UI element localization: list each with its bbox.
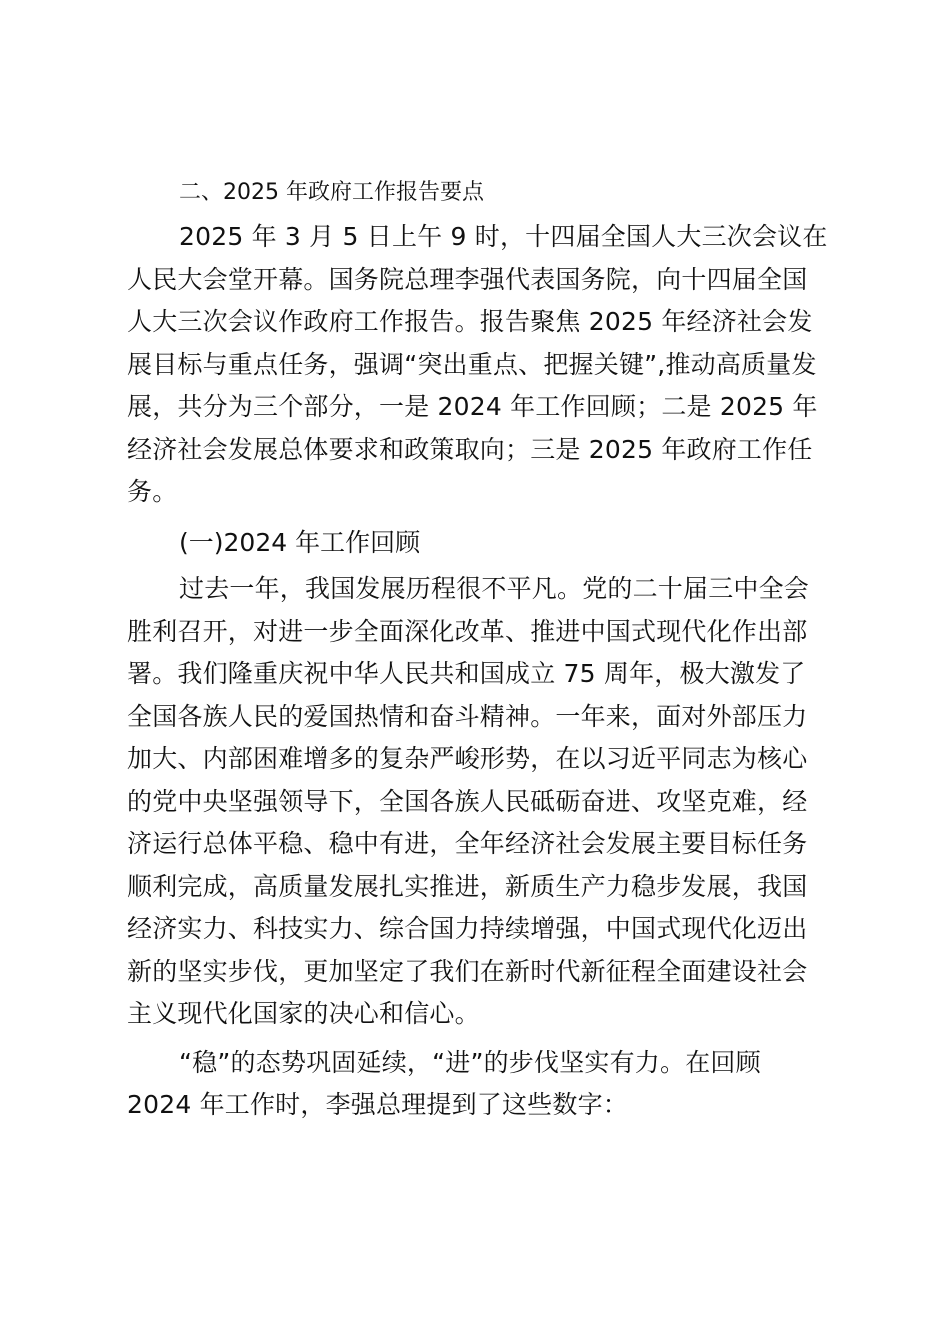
subsection-heading: (一)2024 年工作回顾 (179, 527, 421, 557)
section-heading: 二、2025 年政府工作报告要点 (179, 180, 484, 205)
paragraph-numbers-intro: “稳”的态势巩固延续，“进”的步伐坚实有力。在回顾 2024 年工作时，李强总理提到了这些数字： (127, 1047, 761, 1119)
paragraph-intro: 2025 年 3 月 5 日上午 9 时，十四届全国人大三次会议在人民大会堂开幕。国务院总理李强代表国务院，向十四届全国人大三次会议作政府工作报告。报告聚焦 2025 年经济社会发展目标与重点任务，强调“突出重点、把握关键”,推动高质量发展，共分为三个部分，一是 2024 年工作回顾；二是 2025 年经济社会发展总体要求和政策取向；三是 2025 年政府工作任务。 (127, 222, 828, 506)
document-body (127, 172, 829, 1127)
paragraph-review: 过去一年，我国发展历程很不平凡。党的二十届三中全会胜利召开，对进一步全面深化改革、推进中国式现代化作出部署。我们隆重庆祝中华人民共和国成立 75 周年，极大激发了全国各族人民的爱国热情和奋斗精神。一年来，面对外部压力加大、内部困难增多的复杂严峻形势，在以习近平同志为核心的党中央坚强领导下，全国各族人民砥砺奋进、攻坚克难，经济运行总体平稳、稳中有进，全年经济社会发展主要目标任务顺利完成，高质量发展扎实推进，新质生产力稳步发展，我国经济实力、科技实力、综合国力持续增强，中国式现代化迈出新的坚实步伐，更加坚定了我们在新时代新征程全面建设社会主义现代化国家的决心和信心。 (127, 574, 810, 1028)
